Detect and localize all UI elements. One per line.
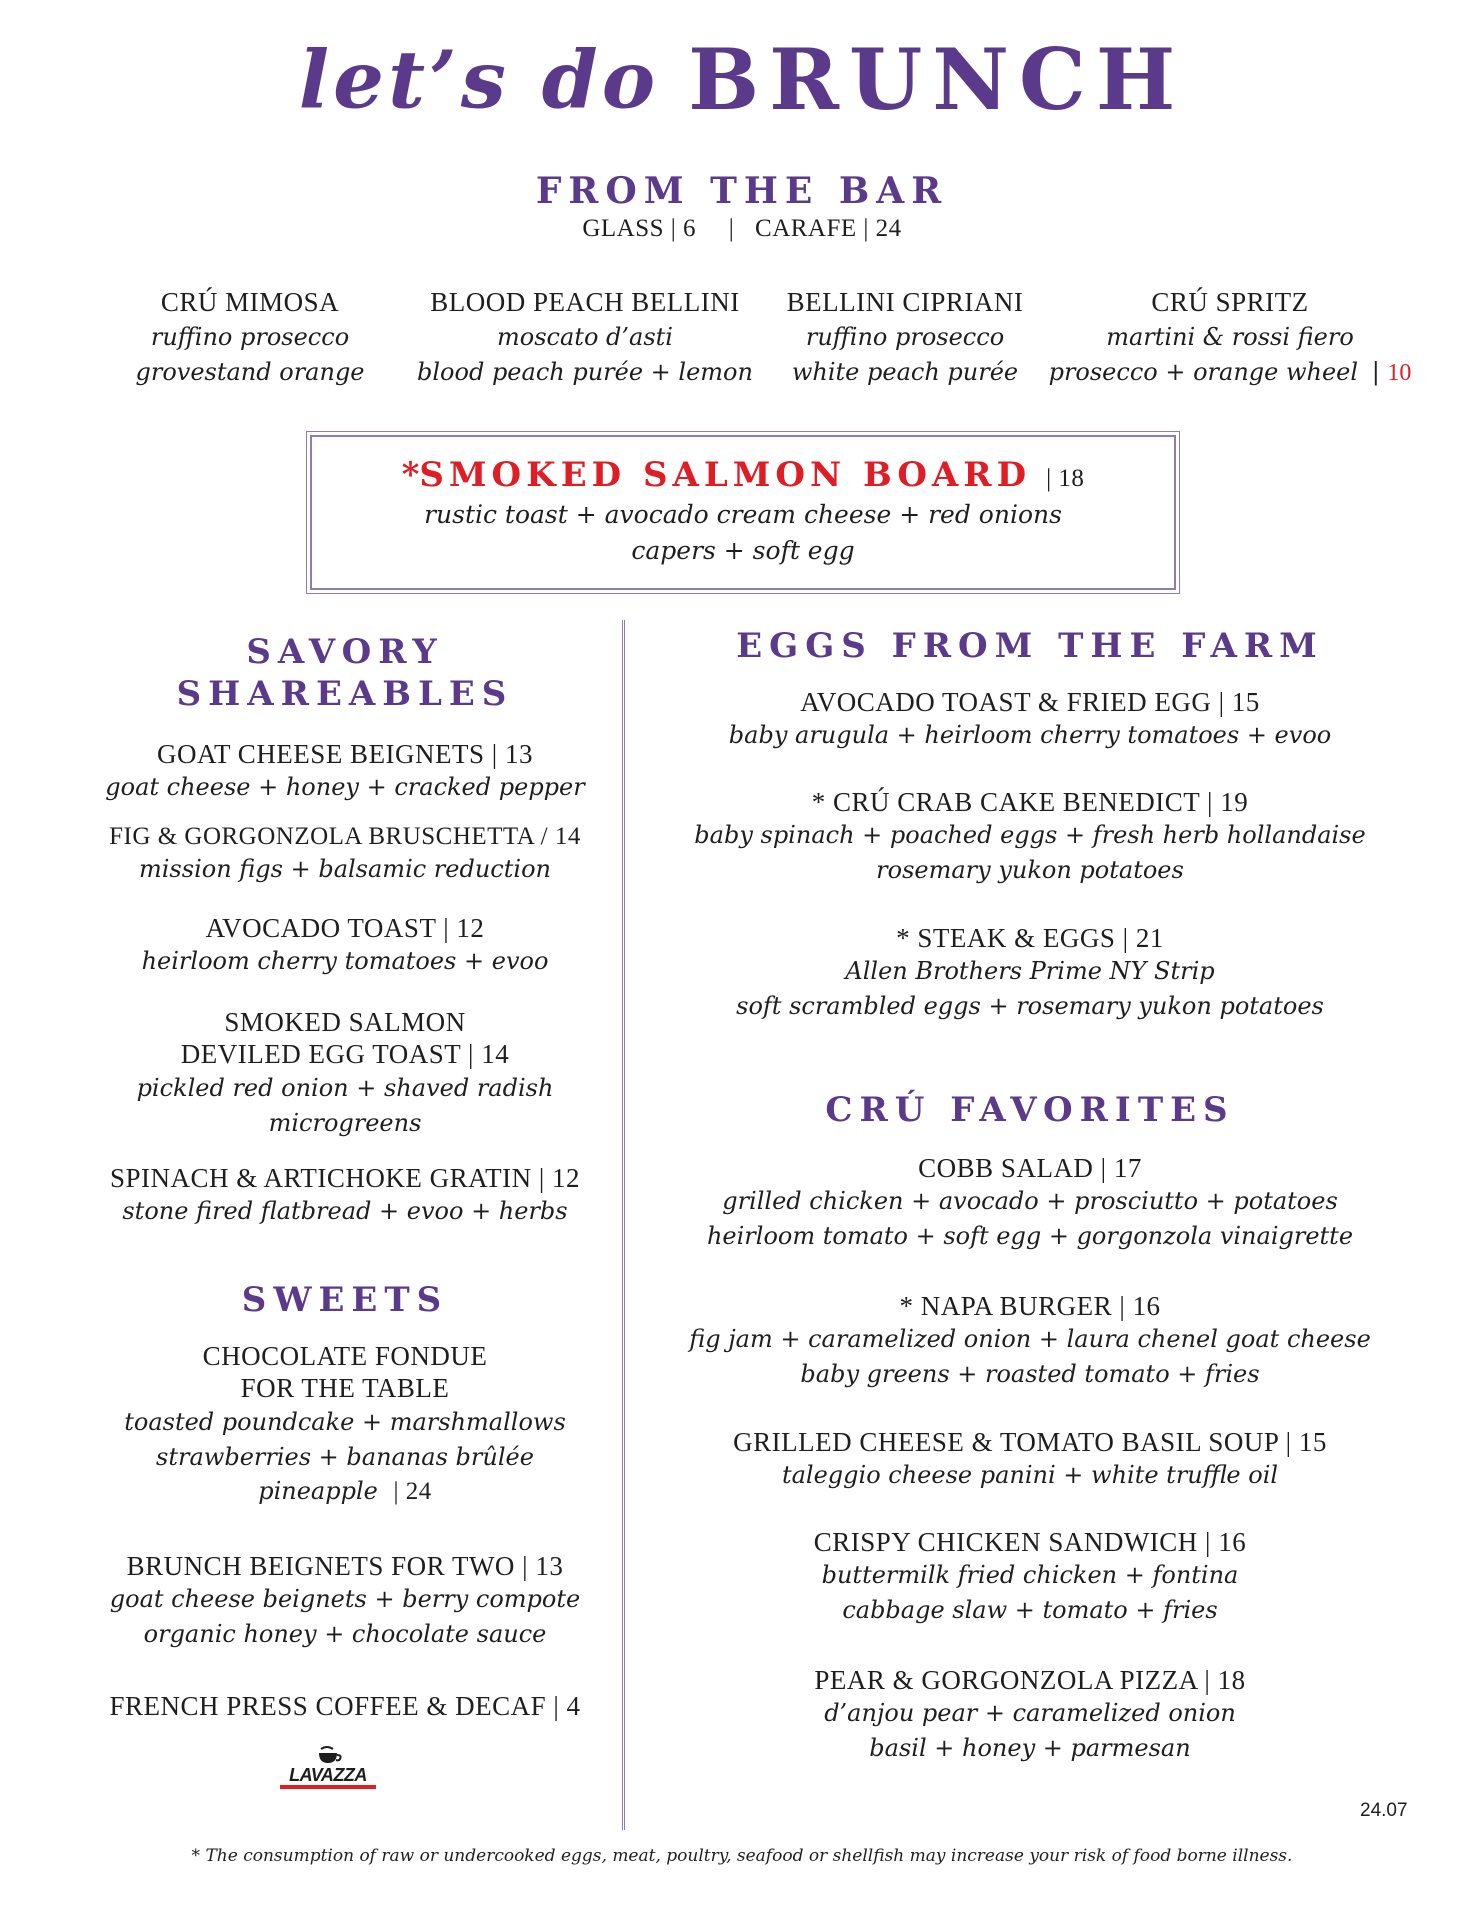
menu-version: 24.07	[1360, 1800, 1408, 1821]
item-name: * NAPA BURGER | 16	[899, 1291, 1161, 1321]
item-desc: basil + honey + parmesan	[869, 1734, 1191, 1763]
favorites-item-napa-burger	[640, 1290, 1420, 1392]
sweets-title: SWEETS	[241, 1280, 449, 1320]
lavazza-wordmark: LAVAZZA	[280, 1765, 376, 1789]
savory-item-fig-bruschetta	[40, 822, 650, 887]
item-desc: mission figs + balsamic reduction	[139, 855, 551, 883]
item-name: BRUNCH BEIGNETS FOR TWO | 13	[126, 1551, 564, 1581]
item-name: GOAT CHEESE BEIGNETS | 13	[157, 739, 533, 769]
eggs-title: EGGS FROM THE FARM	[736, 626, 1324, 666]
item-desc: d’anjou pear + caramelized onion	[824, 1699, 1236, 1728]
item-desc: grilled chicken + avocado + prosciutto + potatoes	[722, 1187, 1338, 1216]
item-desc: baby arugula + heirloom cherry tomatoes + evoo	[728, 721, 1332, 750]
glass-label: GLASS	[582, 215, 664, 242]
savory-item-avocado-toast	[40, 912, 650, 979]
item-desc: goat cheese beignets + berry compote	[109, 1585, 581, 1614]
drink-name: CRÚ MIMOSA	[160, 287, 340, 317]
item-name: FOR THE TABLE	[240, 1373, 450, 1404]
item-name: FIG & GORGONZOLA BRUSCHETTA / 14	[109, 823, 581, 850]
drink-line: prosecco + orange wheel	[1048, 358, 1359, 387]
drink-line: grovestand orange	[135, 358, 365, 387]
favorites-item-cobb-salad	[640, 1152, 1420, 1254]
item-name: * STEAK & EGGS | 21	[896, 923, 1164, 953]
item-desc: pickled red onion + shaved radish	[136, 1073, 554, 1102]
item-desc: goat cheese + honey + cracked pepper	[105, 773, 585, 802]
item-name: AVOCADO TOAST | 12	[205, 913, 485, 943]
drink-cru-mimosa	[100, 286, 400, 390]
price-separator: |	[1371, 358, 1380, 387]
sweets-item-french-press	[40, 1690, 650, 1722]
favorites-title: CRÚ FAVORITES	[825, 1090, 1235, 1130]
coffee-cup-icon	[313, 1745, 343, 1765]
bar-pricing: GLASS | 6 | CARAFE | 24	[582, 215, 902, 242]
drink-bellini-cipriani	[770, 286, 1040, 390]
item-name: SPINACH & ARTICHOKE GRATIN | 12	[109, 1163, 581, 1193]
drink-name: BLOOD PEACH BELLINI	[430, 287, 740, 317]
savory-item-deviled-egg-toast	[40, 1006, 650, 1140]
item-desc: buttermilk fried chicken + fontina	[821, 1561, 1239, 1590]
item-desc: rosemary yukon potatoes	[876, 856, 1184, 885]
item-price: | 24	[393, 1478, 432, 1506]
item-name: PEAR & GORGONZOLA PIZZA | 18	[814, 1665, 1246, 1695]
eggs-item-avocado-toast-fried-egg	[640, 686, 1420, 753]
item-name: FRENCH PRESS COFFEE & DECAF | 4	[109, 1691, 581, 1721]
item-desc: strawberries + bananas brûlée	[156, 1442, 534, 1471]
feature-line: capers + soft egg	[631, 536, 855, 566]
feature-title: SMOKED SALMON BOARD	[419, 455, 1032, 495]
footer-disclaimer: * The consumption of raw or undercooked eggs, meat, poultry, seafood or shellfish may increase your risk of food borne illness.	[191, 1846, 1293, 1866]
drink-line: blood peach purée + lemon	[417, 358, 753, 387]
item-desc: pineapple	[258, 1477, 378, 1506]
item-desc: organic honey + chocolate sauce	[143, 1620, 547, 1649]
favorites-item-grilled-cheese	[640, 1426, 1420, 1493]
drink-line: moscato d’asti	[497, 323, 673, 352]
item-desc: heirloom tomato + soft egg + gorgonzola vinaigrette	[706, 1222, 1354, 1251]
drink-name: BELLINI CIPRIANI	[786, 287, 1024, 317]
carafe-label: CARAFE	[755, 215, 857, 242]
item-desc: heirloom cherry tomatoes + evoo	[141, 947, 549, 976]
feature-price: | 18	[1046, 465, 1085, 492]
lavazza-logo	[280, 1745, 376, 1795]
item-name: SMOKED SALMON	[224, 1007, 466, 1037]
savory-item-spinach-gratin	[40, 1162, 650, 1229]
drink-name: CRÚ SPRITZ	[1151, 287, 1309, 317]
feature-star: *	[401, 455, 420, 495]
savory-item-goat-cheese-beignets	[40, 738, 650, 805]
drink-line: ruffino prosecco	[805, 323, 1005, 352]
item-name: DEVILED EGG TOAST | 14	[180, 1039, 510, 1070]
item-name: CHOCOLATE FONDUE	[202, 1341, 488, 1371]
item-desc: microgreens	[268, 1108, 422, 1137]
item-desc: Allen Brothers Prime NY Strip	[845, 957, 1215, 986]
item-name: AVOCADO TOAST & FRIED EGG | 15	[800, 687, 1260, 717]
carafe-price: | 24	[863, 215, 902, 242]
menu-header	[0, 30, 1484, 140]
eggs-item-steak-and-eggs	[640, 922, 1420, 1024]
item-desc: cabbage slaw + tomato + fries	[842, 1596, 1218, 1625]
savory-title-line2: SHAREABLES	[176, 674, 514, 714]
item-name: COBB SALAD | 17	[918, 1153, 1142, 1183]
glass-price: | 6	[670, 215, 697, 242]
header-title: BRUNCH	[688, 30, 1186, 129]
feature-box	[310, 435, 1176, 590]
item-name: CRISPY CHICKEN SANDWICH | 16	[813, 1527, 1247, 1557]
sweets-item-chocolate-fondue	[40, 1340, 650, 1509]
drink-line: ruffino prosecco	[150, 323, 350, 352]
drink-price: 10	[1387, 360, 1412, 387]
item-desc-with-price	[40, 1474, 650, 1509]
item-name: * CRÚ CRAB CAKE BENEDICT | 19	[811, 787, 1249, 817]
item-desc: taleggio cheese panini + white truffle oil	[781, 1461, 1279, 1490]
drink-blood-peach-bellini	[415, 286, 755, 390]
drink-line: white peach purée	[791, 358, 1019, 387]
savory-title-line1: SAVORY	[246, 632, 444, 672]
favorites-item-crispy-chicken	[640, 1526, 1420, 1628]
sweets-item-brunch-beignets	[40, 1550, 650, 1652]
feature-title-row	[312, 455, 1174, 495]
item-desc: baby greens + roasted tomato + fries	[800, 1360, 1260, 1389]
item-desc: soft scrambled eggs + rosemary yukon potatoes	[736, 992, 1324, 1021]
header-script: let’s do	[298, 32, 660, 127]
item-desc: fig jam + caramelized onion + laura chenel goat cheese	[689, 1325, 1371, 1354]
item-desc: toasted poundcake + marshmallows	[124, 1407, 566, 1436]
feature-line: rustic toast + avocado cream cheese + red onions	[424, 500, 1062, 529]
bar-section-title: FROM THE BAR	[535, 170, 949, 212]
drink-line-with-price	[1040, 355, 1420, 391]
item-desc: baby spinach + poached eggs + fresh herb hollandaise	[694, 821, 1366, 850]
drink-cru-spritz	[1040, 286, 1420, 391]
item-name: GRILLED CHEESE & TOMATO BASIL SOUP | 15	[733, 1427, 1327, 1457]
drink-line: martini & rossi fiero	[1106, 323, 1354, 352]
item-desc: stone fired flatbread + evoo + herbs	[122, 1197, 568, 1226]
favorites-item-pear-pizza	[640, 1664, 1420, 1766]
eggs-item-crab-cake-benedict	[640, 786, 1420, 888]
